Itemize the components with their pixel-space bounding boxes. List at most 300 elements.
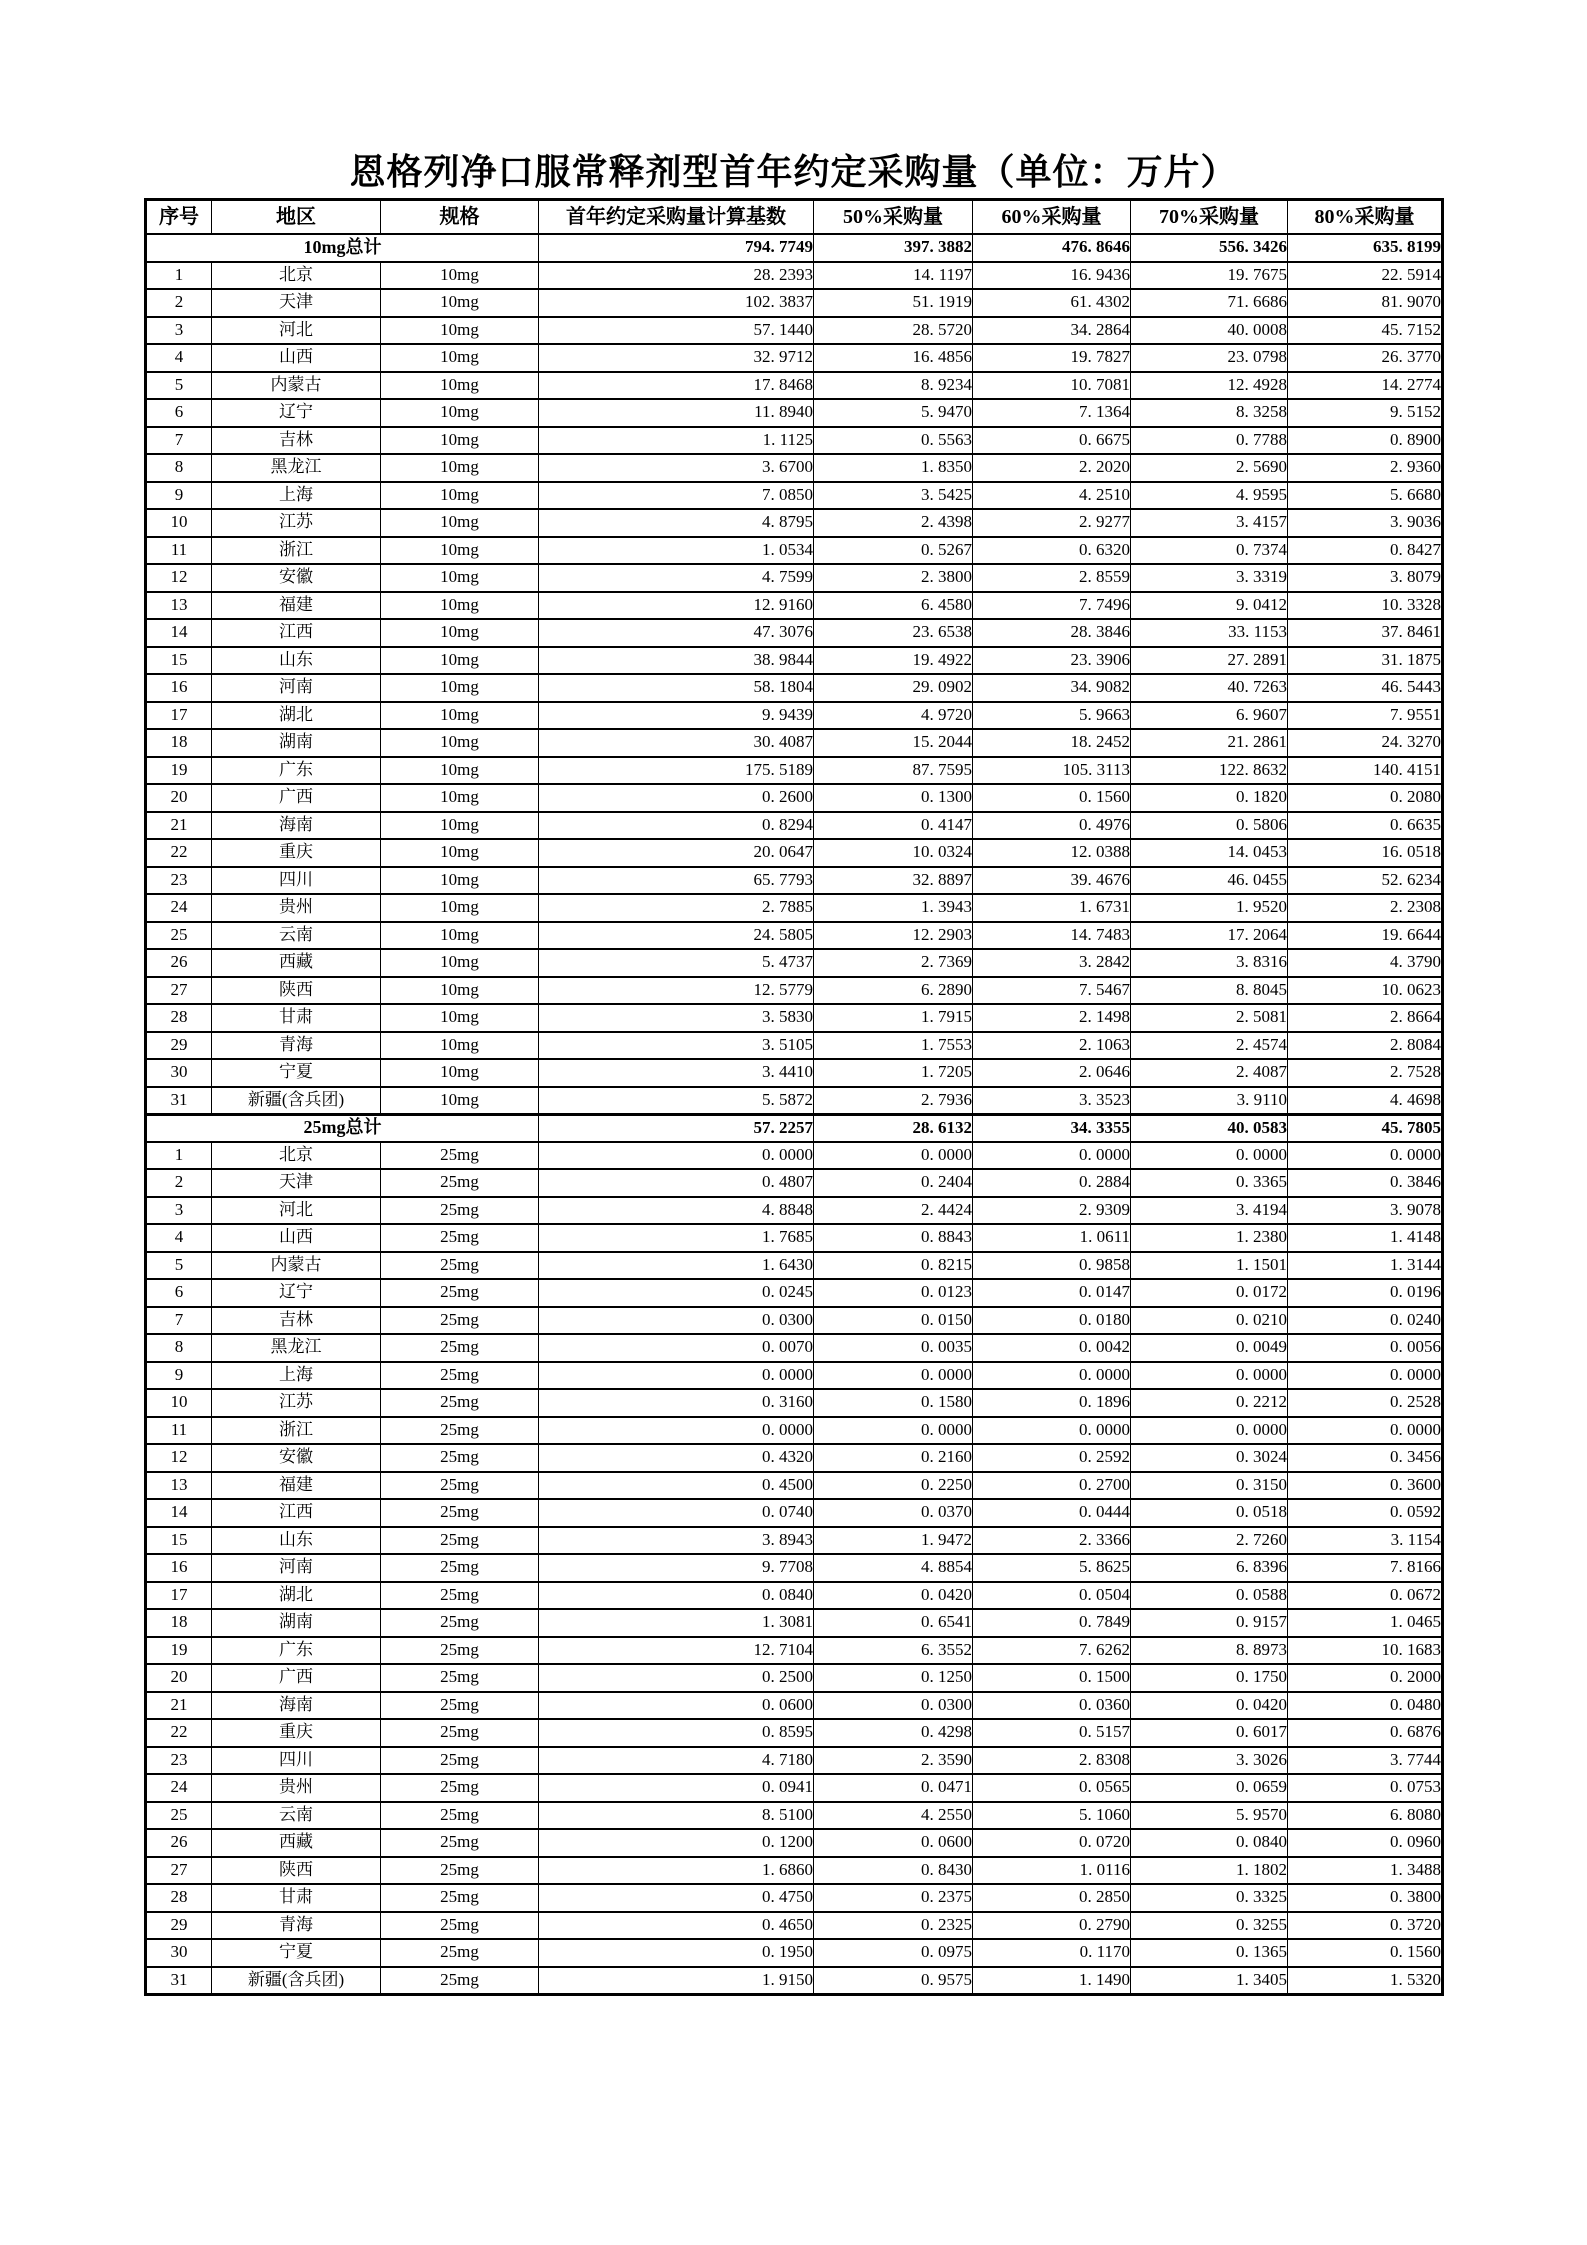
spec-cell: 25mg bbox=[381, 1664, 539, 1692]
spec-cell: 10mg bbox=[381, 1032, 539, 1060]
header-row bbox=[146, 200, 1443, 235]
pct50-cell: 0. 1580 bbox=[814, 1389, 973, 1417]
pct50-cell: 0. 4147 bbox=[814, 812, 973, 840]
pct60-cell: 2. 9309 bbox=[973, 1197, 1131, 1225]
spec-cell: 25mg bbox=[381, 1692, 539, 1720]
section-total-value: 635. 8199 bbox=[1288, 234, 1443, 262]
pct70-cell: 0. 0659 bbox=[1131, 1774, 1288, 1802]
pct80-cell: 0. 6876 bbox=[1288, 1719, 1443, 1747]
region-cell: 湖北 bbox=[212, 1582, 381, 1610]
spec-cell: 10mg bbox=[381, 372, 539, 400]
row-index-cell: 19 bbox=[146, 1637, 212, 1665]
base-quantity-cell: 9. 7708 bbox=[539, 1554, 814, 1582]
spec-cell: 25mg bbox=[381, 1444, 539, 1472]
pct70-cell: 23. 0798 bbox=[1131, 344, 1288, 372]
pct60-cell: 61. 4302 bbox=[973, 289, 1131, 317]
row-index-cell: 18 bbox=[146, 729, 212, 757]
pct70-cell: 0. 3150 bbox=[1131, 1472, 1288, 1500]
pct60-cell: 0. 0000 bbox=[973, 1362, 1131, 1390]
pct80-cell: 1. 4148 bbox=[1288, 1224, 1443, 1252]
table-row bbox=[146, 1554, 1443, 1582]
pct80-cell: 3. 1154 bbox=[1288, 1527, 1443, 1555]
pct60-cell: 0. 2790 bbox=[973, 1912, 1131, 1940]
table-row bbox=[146, 702, 1443, 730]
table-row bbox=[146, 922, 1443, 950]
table-row bbox=[146, 1417, 1443, 1445]
region-cell: 安徽 bbox=[212, 564, 381, 592]
region-cell: 安徽 bbox=[212, 1444, 381, 1472]
region-cell: 新疆(含兵团) bbox=[212, 1087, 381, 1115]
pct80-cell: 19. 6644 bbox=[1288, 922, 1443, 950]
row-index-cell: 11 bbox=[146, 537, 212, 565]
region-cell: 西藏 bbox=[212, 1829, 381, 1857]
row-index-cell: 26 bbox=[146, 1829, 212, 1857]
spec-cell: 25mg bbox=[381, 1637, 539, 1665]
pct70-cell: 6. 9607 bbox=[1131, 702, 1288, 730]
pct80-cell: 22. 5914 bbox=[1288, 262, 1443, 290]
base-quantity-cell: 1. 1125 bbox=[539, 427, 814, 455]
table-row bbox=[146, 427, 1443, 455]
column-header-4: 50%采购量 bbox=[814, 200, 973, 235]
table-row bbox=[146, 949, 1443, 977]
pct70-cell: 9. 0412 bbox=[1131, 592, 1288, 620]
pct60-cell: 5. 1060 bbox=[973, 1802, 1131, 1830]
pct60-cell: 0. 0504 bbox=[973, 1582, 1131, 1610]
pct50-cell: 0. 8215 bbox=[814, 1252, 973, 1280]
table-body bbox=[146, 234, 1443, 1994]
region-cell: 西藏 bbox=[212, 949, 381, 977]
row-index-cell: 29 bbox=[146, 1912, 212, 1940]
spec-cell: 10mg bbox=[381, 702, 539, 730]
row-index-cell: 9 bbox=[146, 482, 212, 510]
pct60-cell: 0. 0000 bbox=[973, 1142, 1131, 1170]
pct60-cell: 2. 8559 bbox=[973, 564, 1131, 592]
pct50-cell: 6. 4580 bbox=[814, 592, 973, 620]
pct70-cell: 1. 3405 bbox=[1131, 1967, 1288, 1995]
pct80-cell: 0. 1560 bbox=[1288, 1939, 1443, 1967]
pct80-cell: 26. 3770 bbox=[1288, 344, 1443, 372]
pct50-cell: 28. 5720 bbox=[814, 317, 973, 345]
row-index-cell: 13 bbox=[146, 1472, 212, 1500]
pct80-cell: 0. 6635 bbox=[1288, 812, 1443, 840]
pct50-cell: 0. 0420 bbox=[814, 1582, 973, 1610]
pct80-cell: 16. 0518 bbox=[1288, 839, 1443, 867]
table-row bbox=[146, 262, 1443, 290]
base-quantity-cell: 0. 3160 bbox=[539, 1389, 814, 1417]
region-cell: 贵州 bbox=[212, 1774, 381, 1802]
table-row bbox=[146, 1307, 1443, 1335]
pct80-cell: 1. 3144 bbox=[1288, 1252, 1443, 1280]
pct80-cell: 0. 3846 bbox=[1288, 1169, 1443, 1197]
table-row bbox=[146, 372, 1443, 400]
pct70-cell: 0. 1750 bbox=[1131, 1664, 1288, 1692]
region-cell: 重庆 bbox=[212, 839, 381, 867]
pct50-cell: 51. 1919 bbox=[814, 289, 973, 317]
row-index-cell: 16 bbox=[146, 674, 212, 702]
spec-cell: 10mg bbox=[381, 482, 539, 510]
pct60-cell: 0. 2884 bbox=[973, 1169, 1131, 1197]
region-cell: 上海 bbox=[212, 1362, 381, 1390]
row-index-cell: 21 bbox=[146, 812, 212, 840]
base-quantity-cell: 28. 2393 bbox=[539, 262, 814, 290]
row-index-cell: 12 bbox=[146, 564, 212, 592]
base-quantity-cell: 38. 9844 bbox=[539, 647, 814, 675]
row-index-cell: 7 bbox=[146, 1307, 212, 1335]
spec-cell: 25mg bbox=[381, 1527, 539, 1555]
row-index-cell: 5 bbox=[146, 1252, 212, 1280]
table-row bbox=[146, 1032, 1443, 1060]
region-cell: 上海 bbox=[212, 482, 381, 510]
pct80-cell: 81. 9070 bbox=[1288, 289, 1443, 317]
pct60-cell: 4. 2510 bbox=[973, 482, 1131, 510]
pct80-cell: 10. 3328 bbox=[1288, 592, 1443, 620]
pct70-cell: 8. 8973 bbox=[1131, 1637, 1288, 1665]
section-total-row bbox=[146, 1114, 1443, 1142]
region-cell: 重庆 bbox=[212, 1719, 381, 1747]
table-row bbox=[146, 1362, 1443, 1390]
base-quantity-cell: 3. 5830 bbox=[539, 1004, 814, 1032]
spec-cell: 10mg bbox=[381, 1059, 539, 1087]
region-cell: 吉林 bbox=[212, 427, 381, 455]
region-cell: 云南 bbox=[212, 1802, 381, 1830]
table-row bbox=[146, 867, 1443, 895]
row-index-cell: 10 bbox=[146, 1389, 212, 1417]
pct80-cell: 0. 8427 bbox=[1288, 537, 1443, 565]
pct60-cell: 0. 0720 bbox=[973, 1829, 1131, 1857]
pct80-cell: 0. 0592 bbox=[1288, 1499, 1443, 1527]
pct80-cell: 46. 5443 bbox=[1288, 674, 1443, 702]
pct80-cell: 0. 0056 bbox=[1288, 1334, 1443, 1362]
pct80-cell: 3. 9036 bbox=[1288, 509, 1443, 537]
pct70-cell: 0. 7374 bbox=[1131, 537, 1288, 565]
base-quantity-cell: 175. 5189 bbox=[539, 757, 814, 785]
page-title: 恩格列净口服常释剂型首年约定采购量（单位：万片） bbox=[349, 152, 1238, 192]
pct60-cell: 105. 3113 bbox=[973, 757, 1131, 785]
pct50-cell: 2. 3800 bbox=[814, 564, 973, 592]
spec-cell: 10mg bbox=[381, 564, 539, 592]
column-header-0: 序号 bbox=[146, 200, 212, 235]
base-quantity-cell: 30. 4087 bbox=[539, 729, 814, 757]
pct60-cell: 10. 7081 bbox=[973, 372, 1131, 400]
table-row bbox=[146, 619, 1443, 647]
pct80-cell: 0. 0000 bbox=[1288, 1362, 1443, 1390]
region-cell: 浙江 bbox=[212, 537, 381, 565]
base-quantity-cell: 0. 0000 bbox=[539, 1362, 814, 1390]
pct80-cell: 0. 2080 bbox=[1288, 784, 1443, 812]
pct60-cell: 0. 1500 bbox=[973, 1664, 1131, 1692]
table-row bbox=[146, 1527, 1443, 1555]
spec-cell: 25mg bbox=[381, 1939, 539, 1967]
procurement-table bbox=[144, 198, 1444, 1996]
pct60-cell: 2. 9277 bbox=[973, 509, 1131, 537]
pct60-cell: 0. 2592 bbox=[973, 1444, 1131, 1472]
region-cell: 河北 bbox=[212, 1197, 381, 1225]
pct50-cell: 4. 8854 bbox=[814, 1554, 973, 1582]
spec-cell: 10mg bbox=[381, 509, 539, 537]
section-total-value: 556. 3426 bbox=[1131, 234, 1288, 262]
pct50-cell: 0. 0123 bbox=[814, 1279, 973, 1307]
row-index-cell: 31 bbox=[146, 1087, 212, 1115]
table-row bbox=[146, 784, 1443, 812]
row-index-cell: 7 bbox=[146, 427, 212, 455]
base-quantity-cell: 0. 0000 bbox=[539, 1142, 814, 1170]
spec-cell: 25mg bbox=[381, 1912, 539, 1940]
table-row bbox=[146, 1719, 1443, 1747]
pct60-cell: 1. 1490 bbox=[973, 1967, 1131, 1995]
base-quantity-cell: 9. 9439 bbox=[539, 702, 814, 730]
pct60-cell: 0. 1560 bbox=[973, 784, 1131, 812]
base-quantity-cell: 12. 9160 bbox=[539, 592, 814, 620]
pct60-cell: 7. 1364 bbox=[973, 399, 1131, 427]
section-total-row bbox=[146, 234, 1443, 262]
pct70-cell: 0. 0588 bbox=[1131, 1582, 1288, 1610]
region-cell: 海南 bbox=[212, 812, 381, 840]
pct60-cell: 2. 8308 bbox=[973, 1747, 1131, 1775]
table-row bbox=[146, 1912, 1443, 1940]
pct50-cell: 4. 2550 bbox=[814, 1802, 973, 1830]
table-row bbox=[146, 1472, 1443, 1500]
region-cell: 广东 bbox=[212, 757, 381, 785]
pct80-cell: 0. 0000 bbox=[1288, 1417, 1443, 1445]
base-quantity-cell: 0. 0740 bbox=[539, 1499, 814, 1527]
pct50-cell: 0. 0150 bbox=[814, 1307, 973, 1335]
pct70-cell: 14. 0453 bbox=[1131, 839, 1288, 867]
column-header-5: 60%采购量 bbox=[973, 200, 1131, 235]
region-cell: 宁夏 bbox=[212, 1939, 381, 1967]
table-row bbox=[146, 1747, 1443, 1775]
base-quantity-cell: 4. 7180 bbox=[539, 1747, 814, 1775]
region-cell: 河南 bbox=[212, 1554, 381, 1582]
table-row bbox=[146, 1252, 1443, 1280]
table-row bbox=[146, 812, 1443, 840]
pct80-cell: 31. 1875 bbox=[1288, 647, 1443, 675]
row-index-cell: 30 bbox=[146, 1939, 212, 1967]
pct70-cell: 0. 5806 bbox=[1131, 812, 1288, 840]
pct70-cell: 1. 2380 bbox=[1131, 1224, 1288, 1252]
base-quantity-cell: 12. 7104 bbox=[539, 1637, 814, 1665]
pct60-cell: 1. 0611 bbox=[973, 1224, 1131, 1252]
table-row bbox=[146, 757, 1443, 785]
pct50-cell: 0. 2375 bbox=[814, 1884, 973, 1912]
pct60-cell: 0. 2850 bbox=[973, 1884, 1131, 1912]
pct70-cell: 3. 4194 bbox=[1131, 1197, 1288, 1225]
pct70-cell: 3. 4157 bbox=[1131, 509, 1288, 537]
pct60-cell: 14. 7483 bbox=[973, 922, 1131, 950]
base-quantity-cell: 8. 5100 bbox=[539, 1802, 814, 1830]
row-index-cell: 16 bbox=[146, 1554, 212, 1582]
spec-cell: 10mg bbox=[381, 812, 539, 840]
pct60-cell: 19. 7827 bbox=[973, 344, 1131, 372]
region-cell: 江西 bbox=[212, 1499, 381, 1527]
region-cell: 辽宁 bbox=[212, 399, 381, 427]
table-row bbox=[146, 1637, 1443, 1665]
base-quantity-cell: 3. 5105 bbox=[539, 1032, 814, 1060]
table-row bbox=[146, 1582, 1443, 1610]
pct60-cell: 0. 6320 bbox=[973, 537, 1131, 565]
pct70-cell: 0. 1820 bbox=[1131, 784, 1288, 812]
spec-cell: 25mg bbox=[381, 1774, 539, 1802]
row-index-cell: 9 bbox=[146, 1362, 212, 1390]
base-quantity-cell: 0. 0300 bbox=[539, 1307, 814, 1335]
spec-cell: 25mg bbox=[381, 1169, 539, 1197]
pct60-cell: 0. 7849 bbox=[973, 1609, 1131, 1637]
pct60-cell: 3. 3523 bbox=[973, 1087, 1131, 1115]
section-total-value: 28. 6132 bbox=[814, 1114, 973, 1142]
pct70-cell: 46. 0455 bbox=[1131, 867, 1288, 895]
pct60-cell: 7. 7496 bbox=[973, 592, 1131, 620]
section-total-value: 794. 7749 bbox=[539, 234, 814, 262]
section-total-value: 476. 8646 bbox=[973, 234, 1131, 262]
base-quantity-cell: 32. 9712 bbox=[539, 344, 814, 372]
table-row bbox=[146, 454, 1443, 482]
base-quantity-cell: 0. 4750 bbox=[539, 1884, 814, 1912]
spec-cell: 25mg bbox=[381, 1472, 539, 1500]
pct70-cell: 2. 7260 bbox=[1131, 1527, 1288, 1555]
region-cell: 青海 bbox=[212, 1032, 381, 1060]
pct70-cell: 8. 3258 bbox=[1131, 399, 1288, 427]
pct60-cell: 23. 3906 bbox=[973, 647, 1131, 675]
row-index-cell: 28 bbox=[146, 1004, 212, 1032]
region-cell: 福建 bbox=[212, 1472, 381, 1500]
pct50-cell: 0. 0000 bbox=[814, 1417, 973, 1445]
spec-cell: 25mg bbox=[381, 1884, 539, 1912]
spec-cell: 10mg bbox=[381, 592, 539, 620]
base-quantity-cell: 24. 5805 bbox=[539, 922, 814, 950]
row-index-cell: 28 bbox=[146, 1884, 212, 1912]
table-row bbox=[146, 564, 1443, 592]
table-row bbox=[146, 1389, 1443, 1417]
column-header-3: 首年约定采购量计算基数 bbox=[539, 200, 814, 235]
pct50-cell: 0. 2250 bbox=[814, 1472, 973, 1500]
pct80-cell: 1. 3488 bbox=[1288, 1857, 1443, 1885]
section-total-value: 45. 7805 bbox=[1288, 1114, 1443, 1142]
pct60-cell: 0. 4976 bbox=[973, 812, 1131, 840]
row-index-cell: 25 bbox=[146, 1802, 212, 1830]
pct50-cell: 10. 0324 bbox=[814, 839, 973, 867]
pct50-cell: 29. 0902 bbox=[814, 674, 973, 702]
pct70-cell: 0. 0840 bbox=[1131, 1829, 1288, 1857]
base-quantity-cell: 0. 2600 bbox=[539, 784, 814, 812]
pct80-cell: 3. 7744 bbox=[1288, 1747, 1443, 1775]
pct70-cell: 0. 0000 bbox=[1131, 1142, 1288, 1170]
base-quantity-cell: 4. 8848 bbox=[539, 1197, 814, 1225]
pct70-cell: 2. 5690 bbox=[1131, 454, 1288, 482]
pct70-cell: 21. 2861 bbox=[1131, 729, 1288, 757]
row-index-cell: 2 bbox=[146, 289, 212, 317]
base-quantity-cell: 1. 3081 bbox=[539, 1609, 814, 1637]
row-index-cell: 27 bbox=[146, 977, 212, 1005]
base-quantity-cell: 11. 8940 bbox=[539, 399, 814, 427]
pct80-cell: 2. 8084 bbox=[1288, 1032, 1443, 1060]
pct70-cell: 0. 6017 bbox=[1131, 1719, 1288, 1747]
region-cell: 广东 bbox=[212, 1637, 381, 1665]
base-quantity-cell: 0. 4320 bbox=[539, 1444, 814, 1472]
spec-cell: 10mg bbox=[381, 729, 539, 757]
table-row bbox=[146, 729, 1443, 757]
base-quantity-cell: 0. 0941 bbox=[539, 1774, 814, 1802]
table-row bbox=[146, 1224, 1443, 1252]
region-cell: 河南 bbox=[212, 674, 381, 702]
spec-cell: 25mg bbox=[381, 1389, 539, 1417]
section-total-label: 25mg总计 bbox=[146, 1114, 539, 1142]
pct60-cell: 16. 9436 bbox=[973, 262, 1131, 290]
pct60-cell: 1. 0116 bbox=[973, 1857, 1131, 1885]
pct60-cell: 0. 0000 bbox=[973, 1417, 1131, 1445]
pct80-cell: 0. 3600 bbox=[1288, 1472, 1443, 1500]
region-cell: 山东 bbox=[212, 1527, 381, 1555]
spec-cell: 10mg bbox=[381, 289, 539, 317]
region-cell: 河北 bbox=[212, 317, 381, 345]
row-index-cell: 26 bbox=[146, 949, 212, 977]
pct50-cell: 1. 7915 bbox=[814, 1004, 973, 1032]
table-row bbox=[146, 1169, 1443, 1197]
pct60-cell: 0. 6675 bbox=[973, 427, 1131, 455]
pct80-cell: 4. 4698 bbox=[1288, 1087, 1443, 1115]
base-quantity-cell: 5. 4737 bbox=[539, 949, 814, 977]
pct70-cell: 0. 0000 bbox=[1131, 1417, 1288, 1445]
base-quantity-cell: 0. 8294 bbox=[539, 812, 814, 840]
table-row bbox=[146, 1004, 1443, 1032]
pct50-cell: 1. 7205 bbox=[814, 1059, 973, 1087]
pct50-cell: 0. 0370 bbox=[814, 1499, 973, 1527]
pct80-cell: 10. 1683 bbox=[1288, 1637, 1443, 1665]
pct80-cell: 0. 3800 bbox=[1288, 1884, 1443, 1912]
pct50-cell: 2. 7936 bbox=[814, 1087, 973, 1115]
spec-cell: 10mg bbox=[381, 647, 539, 675]
column-header-7: 80%采购量 bbox=[1288, 200, 1443, 235]
pct80-cell: 2. 8664 bbox=[1288, 1004, 1443, 1032]
spec-cell: 10mg bbox=[381, 922, 539, 950]
pct80-cell: 1. 0465 bbox=[1288, 1609, 1443, 1637]
pct50-cell: 0. 0471 bbox=[814, 1774, 973, 1802]
pct70-cell: 71. 6686 bbox=[1131, 289, 1288, 317]
table-row bbox=[146, 1829, 1443, 1857]
spec-cell: 25mg bbox=[381, 1279, 539, 1307]
pct80-cell: 0. 0672 bbox=[1288, 1582, 1443, 1610]
pct70-cell: 3. 9110 bbox=[1131, 1087, 1288, 1115]
row-index-cell: 14 bbox=[146, 1499, 212, 1527]
pct60-cell: 0. 0180 bbox=[973, 1307, 1131, 1335]
pct60-cell: 0. 5157 bbox=[973, 1719, 1131, 1747]
table-row bbox=[146, 482, 1443, 510]
base-quantity-cell: 0. 0840 bbox=[539, 1582, 814, 1610]
pct70-cell: 0. 0210 bbox=[1131, 1307, 1288, 1335]
pct80-cell: 52. 6234 bbox=[1288, 867, 1443, 895]
base-quantity-cell: 3. 4410 bbox=[539, 1059, 814, 1087]
pct70-cell: 1. 1802 bbox=[1131, 1857, 1288, 1885]
table-row bbox=[146, 1664, 1443, 1692]
pct70-cell: 27. 2891 bbox=[1131, 647, 1288, 675]
table-row bbox=[146, 894, 1443, 922]
pct70-cell: 1. 1501 bbox=[1131, 1252, 1288, 1280]
region-cell: 黑龙江 bbox=[212, 454, 381, 482]
row-index-cell: 20 bbox=[146, 1664, 212, 1692]
pct50-cell: 4. 9720 bbox=[814, 702, 973, 730]
pct60-cell: 0. 0360 bbox=[973, 1692, 1131, 1720]
row-index-cell: 20 bbox=[146, 784, 212, 812]
row-index-cell: 29 bbox=[146, 1032, 212, 1060]
region-cell: 福建 bbox=[212, 592, 381, 620]
region-cell: 天津 bbox=[212, 289, 381, 317]
table-row bbox=[146, 1884, 1443, 1912]
pct50-cell: 0. 8843 bbox=[814, 1224, 973, 1252]
pct70-cell: 2. 4574 bbox=[1131, 1032, 1288, 1060]
pct80-cell: 0. 0196 bbox=[1288, 1279, 1443, 1307]
pct70-cell: 0. 0172 bbox=[1131, 1279, 1288, 1307]
base-quantity-cell: 57. 1440 bbox=[539, 317, 814, 345]
spec-cell: 25mg bbox=[381, 1334, 539, 1362]
spec-cell: 10mg bbox=[381, 619, 539, 647]
